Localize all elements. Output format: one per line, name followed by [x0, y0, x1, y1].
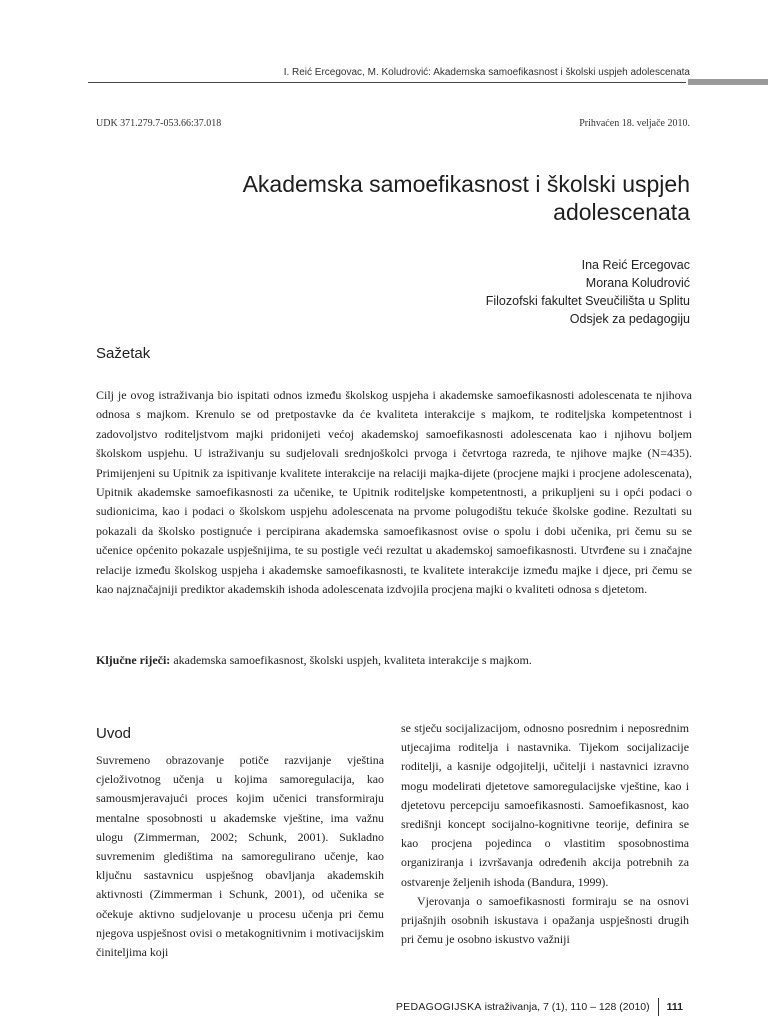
header-accent-bar	[688, 79, 768, 85]
journal-citation: istraživanja, 7 (1), 110 – 128 (2010)	[481, 1000, 650, 1013]
keywords-text: akademska samoefikasnost, školski uspjeh, kvaliteta interakcije s majkom.	[170, 653, 532, 667]
header-rule	[88, 82, 686, 83]
keywords	[96, 651, 692, 670]
running-head: I. Reić Ercegovac, M. Koludrović: Akademska samoefikasnost i školski uspjeh adolescenata	[283, 67, 690, 78]
intro-column-right	[401, 719, 689, 949]
intro-column-left	[96, 751, 384, 962]
intro-heading: Uvod	[96, 725, 132, 742]
abstract-text: Cilj je ovog istraživanja bio ispitati odnos između školskog uspjeha i akademske samoefikasnosti adolescenata te njihova odnosa s majkom. Krenulo se od pretpostavke da će kvaliteta interakcije s majkom, te roditeljska kompetentnost i zadovoljstvo roditeljstvom majki pridonijeti većoj akademskoj samoefikasnosti adolescenata kao i njihovu boljem školskom uspjehu. U istraživanju su sudjelovali srednjoškolci prvoga i četvrtoga razreda, te njihove majke (N=435). Primijenjeni su Upitnik za ispitivanje kvalitete interakcije na relaciji majka-dijete (procjene majki i procjene adolescenata), Upitnik akademske samoefikasnosti za učenike, te Upitnik roditeljske kompetentnosti, a prikupljeni su i opći podaci o sudionicima, kao i podaci o školskom uspjehu adolescenata na prvome polugodištu tekuće školske godine. Rezultati su pokazali da školsko postignuće i percipirana akademska samoefikasnost ovise o spolu i dobi učenika, pri čemu su se učenice općenito pokazale uspješnijima, te su postigle veći rezultat u akademskoj samoefikasnosti. Utvrđene su i značajne relacije između školskog uspjeha i akademske samoefikasnosti, te kvalitete interakcije između majke i djece, pri čemu se kao najznačajniji prediktor akademskih ishoda adolescenata izdvojila procjena majki o kvaliteti odnosa s djetetom.	[96, 388, 692, 597]
keywords-label: Ključne riječi:	[96, 653, 171, 667]
author-block	[486, 256, 690, 328]
article-title: Akademska samoefikasnost i školski uspjeh adolescenata	[242, 171, 690, 225]
affiliation-department: Odsjek za pedagogiju	[569, 312, 690, 326]
intro-paragraph-1-continued: se stječu socijalizacijom, odnosno posrednim i neposrednim utjecajima roditelja i nastavnika. Tijekom socijalizacije roditelji, a kasnije odgojitelji, učitelji i nastavnici izravno mogu modelirati djetetove samoregulacijske vještine, kao i djetetovu percepciju samoefikasnosti. Samoefikasnost, kao središnji koncept socijalno-kognitivne teorije, definira se kao procjena pojedinca o vlastitim sposobnostima organiziranja i izvršavanja određenih akcija potrebnih za ostvarenje željenih ishoda (Bandura, 1999).	[401, 721, 689, 889]
author-1: Ina Reić Ercegovac	[581, 258, 690, 272]
abstract-heading: Sažetak	[96, 345, 151, 362]
intro-paragraph-1: Suvremeno obrazovanje potiče razvijanje vještina cjeloživotnog učenja u kojima samoregulacija, kao samousmjeravajući proces kojim učenici transformiraju mentalne sposobnosti u akademske vještine, ima važnu ulogu (Zimmerman, 2002; Schunk, 2001). Sukladno suvremenim gledištima na samoregulirano učenje, kao ključnu sastavnicu uspješnog obavljanja akademskih aktivnosti (Zimmerman i Schunk, 2001), od učenika se očekuje aktivno sudjelovanje u procesu učenja pri čemu njegova uspješnost ovisi o metakognitivnim i motivacijskim činiteljima koji	[96, 753, 384, 960]
accepted-date: Prihvaćen 18. veljače 2010.	[579, 118, 690, 129]
affiliation-faculty: Filozofski fakultet Sveučilišta u Splitu	[485, 294, 690, 308]
page-footer	[396, 998, 683, 1016]
author-2: Morana Koludrović	[585, 276, 690, 290]
udk-code: UDK 371.279.7-053.66:37.018	[96, 118, 222, 129]
page-number: 111	[666, 1000, 683, 1013]
footer-divider	[658, 998, 659, 1016]
intro-paragraph-2: Vjerovanja o samoefikasnosti formiraju se na osnovi prijašnjih osobnih iskustava i opažanja uspješnosti drugih pri čemu je osobno iskustvo važniji	[401, 893, 689, 947]
journal-name: PEDAGOGIJSKA	[395, 1000, 482, 1013]
